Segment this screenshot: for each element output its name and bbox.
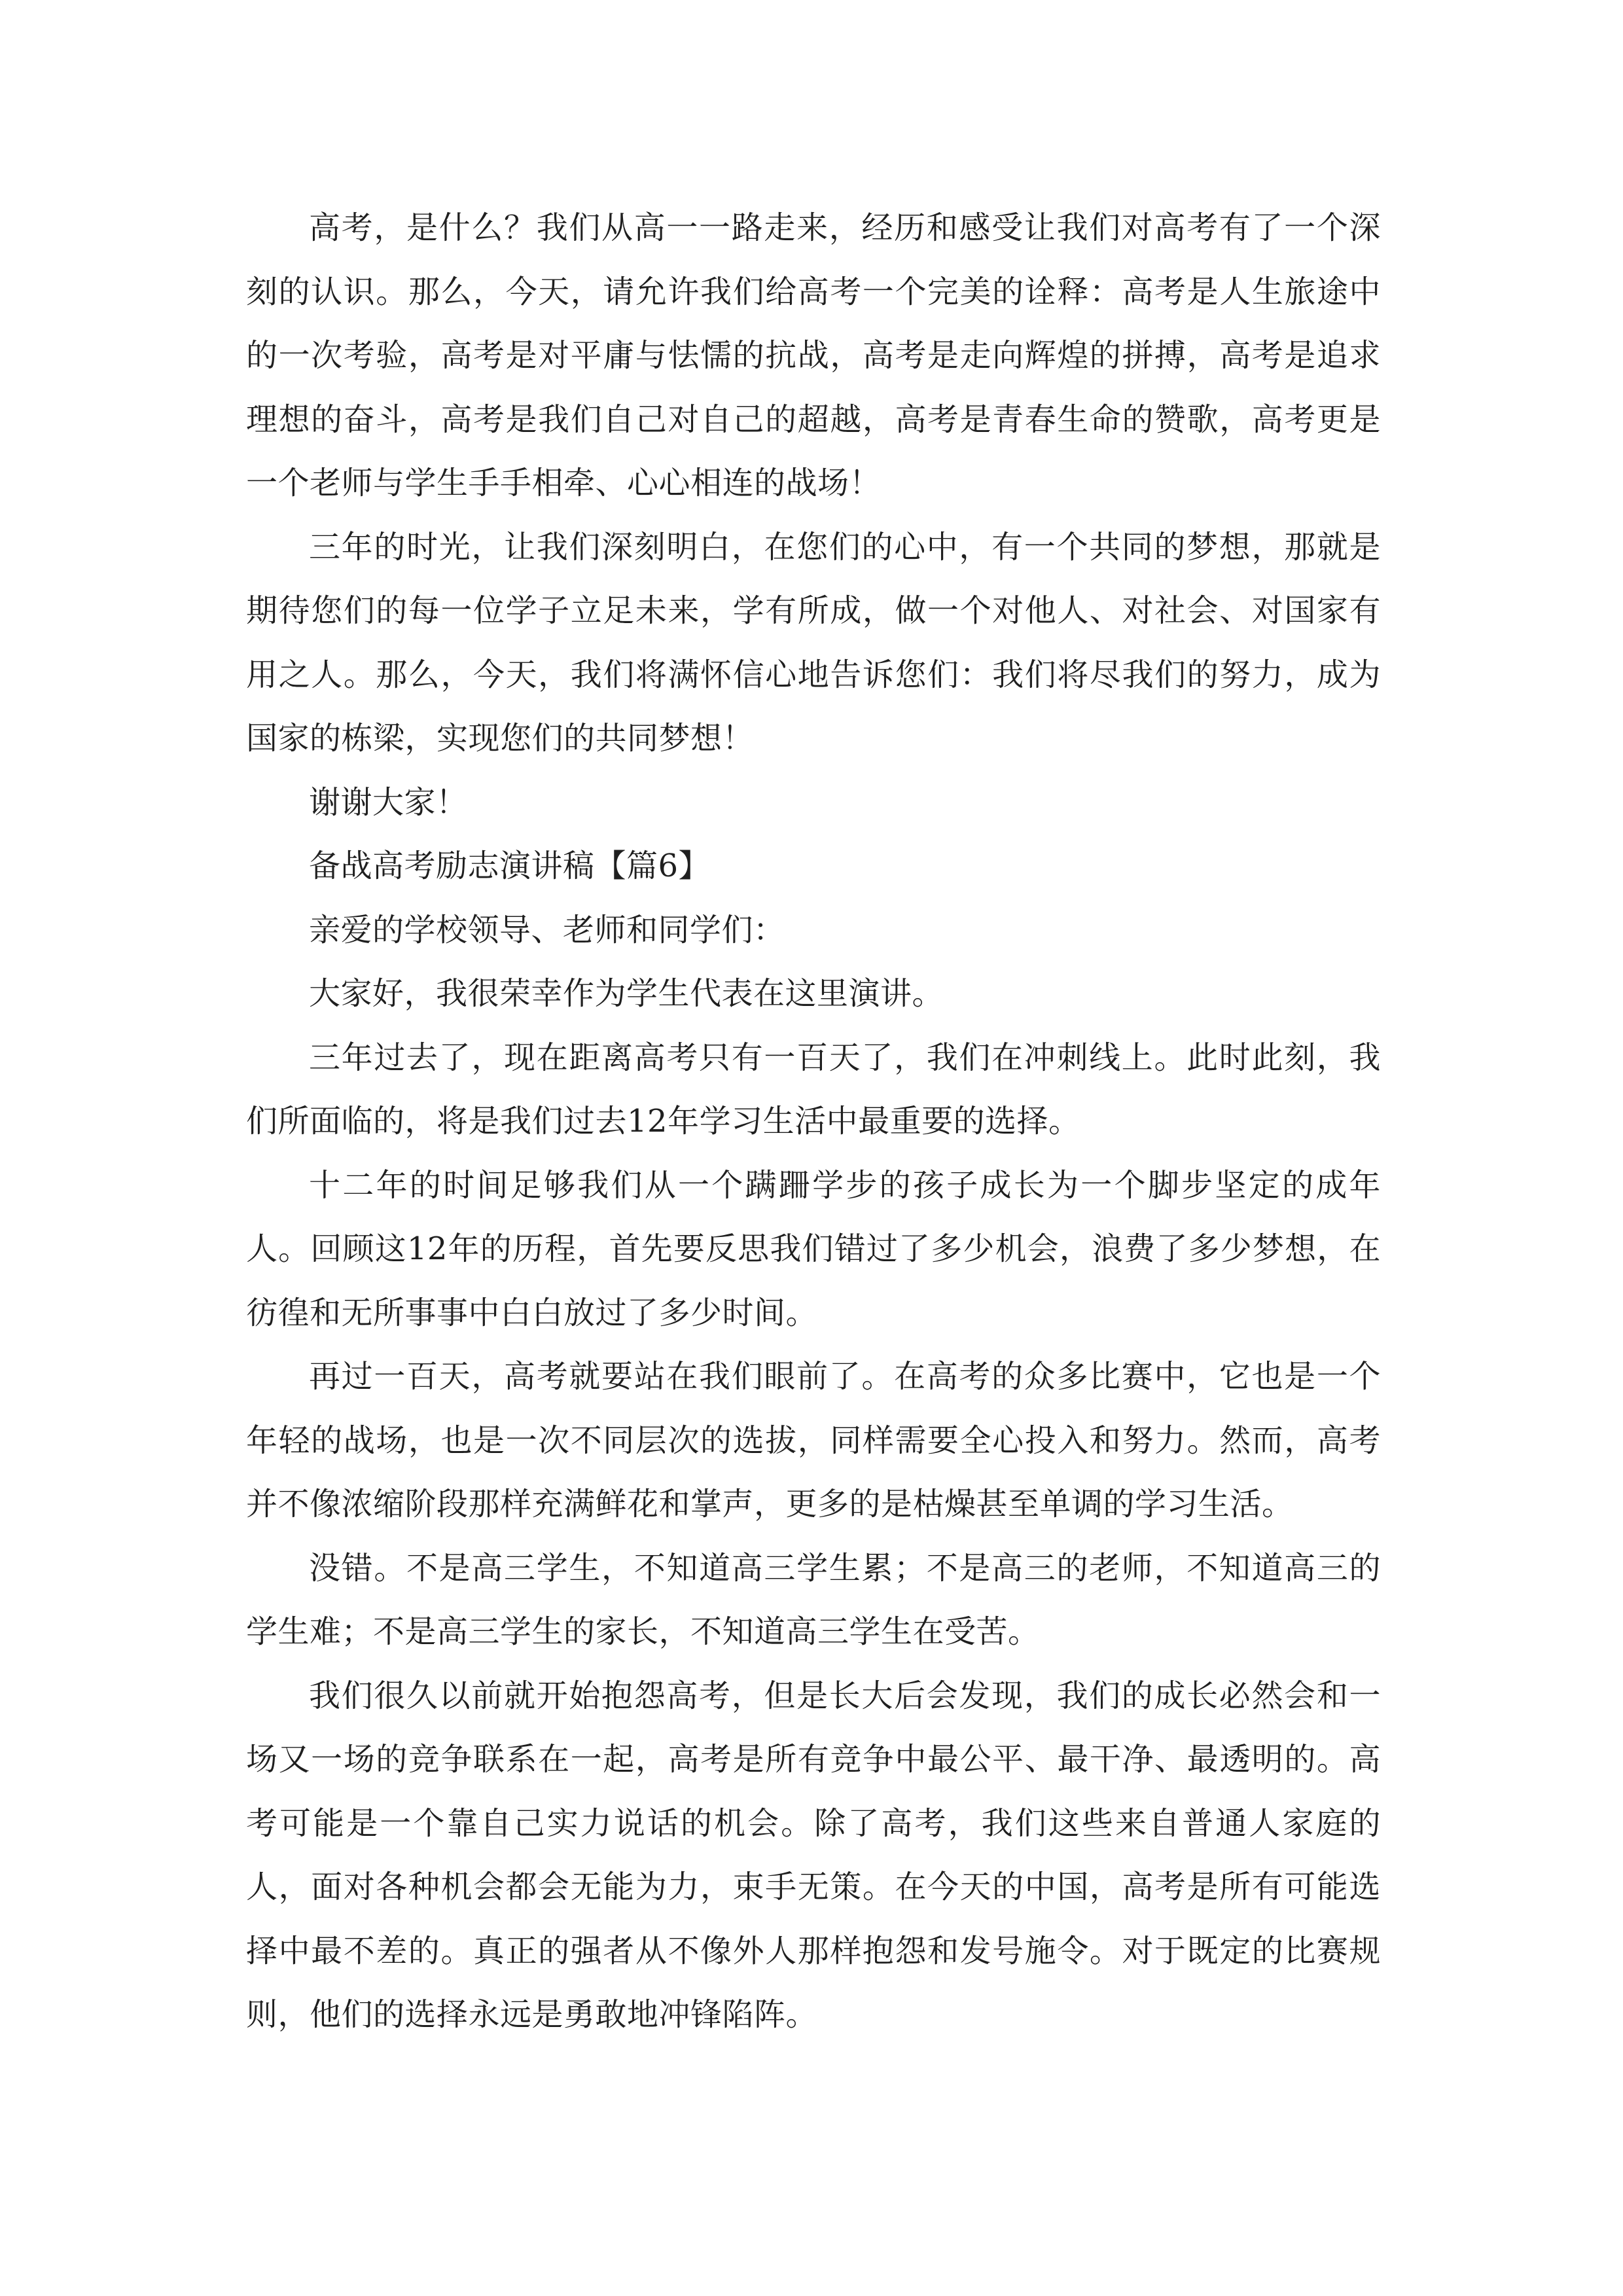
paragraph: 高考，是什么？我们从高一一路走来，经历和感受让我们对高考有了一个深刻的认识。那么，今天，请允许我们给高考一个完美的诠释：高考是人生旅途中的一次考验，高考是对平庸与怯懦的抗战，高考是走向辉煌的拼搏，高考是追求理想的奋斗，高考是我们自己对自己的超越，高考是青春生命的赞歌，高考更是一个老师与学生手手相牵、心心相连的战场！ <box>246 209 1381 501</box>
paragraph: 三年过去了，现在距离高考只有一百天了，我们在冲刺线上。此时此刻，我们所面临的，将是我们过去12年学习生活中最重要的选择。 <box>246 1039 1381 1139</box>
section-heading: 备战高考励志演讲稿【篇6】 <box>309 848 711 884</box>
paragraph: 我们很久以前就开始抱怨高考，但是长大后会发现，我们的成长必然会和一场又一场的竞争联系在一起，高考是所有竞争中最公平、最干净、最透明的。高考可能是一个靠自己实力说话的机会。除了高考，我们这些来自普通人家庭的人，面对各种机会都会无能为力，束手无策。在今天的中国，高考是所有可能选择中最不差的。真正的强者从不像外人那样抱怨和发号施令。对于既定的比赛规则，他们的选择永远是勇敢地冲锋陷阵。 <box>246 1677 1381 2033</box>
document-body <box>246 196 1381 2047</box>
paragraph: 再过一百天，高考就要站在我们眼前了。在高考的众多比赛中，它也是一个年轻的战场，也是一次不同层次的选拔，同样需要全心投入和努力。然而，高考并不像浓缩阶段那样充满鲜花和掌声，更多的是枯燥甚至单调的学习生活。 <box>246 1358 1381 1522</box>
paragraph: 三年的时光，让我们深刻明白，在您们的心中，有一个共同的梦想，那就是期待您们的每一位学子立足未来，学有所成，做一个对他人、对社会、对国家有用之人。那么，今天，我们将满怀信心地告诉您们：我们将尽我们的努力，成为国家的栋梁，实现您们的共同梦想！ <box>246 528 1381 757</box>
paragraph: 十二年的时间足够我们从一个蹒跚学步的孩子成长为一个脚步坚定的成年人。回顾这12年的历程，首先要反思我们错过了多少机会，浪费了多少梦想，在彷徨和无所事事中白白放过了多少时间。 <box>246 1166 1381 1331</box>
paragraph: 没错。不是高三学生，不知道高三学生累；不是高三的老师，不知道高三的学生难；不是高三学生的家长，不知道高三学生在受苦。 <box>246 1549 1381 1650</box>
salutation: 亲爱的学校领导、老师和同学们： <box>309 911 785 948</box>
paragraph: 大家好，我很荣幸作为学生代表在这里演讲。 <box>309 975 944 1012</box>
paragraph: 谢谢大家！ <box>309 783 468 821</box>
